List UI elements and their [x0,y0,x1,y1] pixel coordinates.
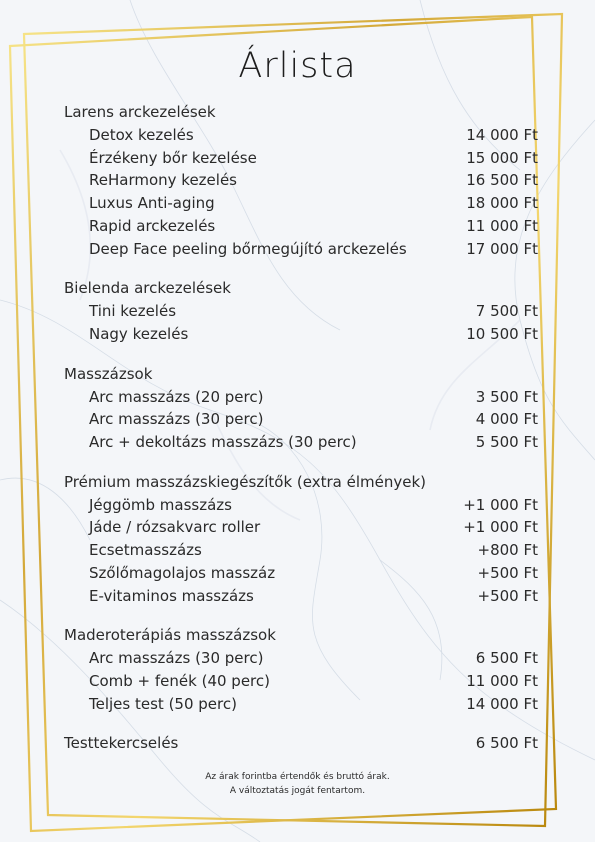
item-name: Arc masszázs (30 perc) [89,410,264,429]
section-title: Prémium masszázskiegészítők (extra élmények) [64,472,426,491]
list-item [64,585,538,608]
section-title: Larens arckezelések [64,103,216,121]
list-item [64,147,538,170]
item-price: 3 500 Ft [475,387,538,406]
item-name: Comb + fenék (40 perc) [89,671,270,690]
item-price: 14 000 Ft [466,694,538,713]
item-name: Deep Face peeling bőrmegújító arckezelés [89,239,407,258]
section-title: Maderoterápiás masszázsok [64,626,276,645]
footer-line: A változtatás jogát fentartom. [229,786,366,796]
list-item [64,494,538,517]
list-item [64,169,538,192]
price-list [64,101,538,755]
list-item [64,693,538,716]
list-item [64,124,538,147]
single-item [64,732,538,755]
list-item [64,238,538,261]
item-price: 5 500 Ft [475,433,538,452]
item-price: 11 000 Ft [466,671,538,690]
list-item [64,670,538,693]
item-name: Jáde / rózsakvarc roller [89,518,261,537]
item-price: 17 000 Ft [466,239,538,258]
item-name: Detox kezelés [89,126,194,144]
item-price: +500 Ft [477,563,538,582]
item-price: 15 000 Ft [466,148,538,167]
item-name: ReHarmony kezelés [89,171,237,190]
item-price: 7 500 Ft [475,302,538,321]
list-item [64,215,538,238]
section [64,471,538,608]
single-item-price: 6 500 Ft [475,734,538,753]
list-item [64,562,538,585]
item-name: Nagy kezelés [89,324,189,343]
item-price: +500 Ft [477,586,538,605]
item-price: +1 000 Ft [463,518,538,537]
single-item-name: Testtekercselés [64,734,179,753]
list-item [64,431,538,454]
item-price: 11 000 Ft [466,216,538,235]
section [64,624,538,715]
item-price: 4 000 Ft [475,410,538,429]
list-item [64,300,538,323]
item-name: Arc masszázs (30 perc) [89,649,264,668]
item-name: Ecsetmasszázs [89,541,202,560]
section-title: Masszázsok [64,364,153,383]
section [64,277,538,345]
item-price: 16 500 Ft [466,171,538,190]
item-name: Jéggömb masszázs [89,495,232,514]
list-item [64,386,538,409]
item-name: Tini kezelés [89,302,177,321]
list-item [64,192,538,215]
footer-note [0,770,595,798]
footer-line: Az árak forintba értendők és bruttó árak. [205,772,390,782]
item-name: Szőlőmagolajos masszáz [89,563,276,582]
list-item [64,539,538,562]
list-item [64,516,538,539]
list-item [64,323,538,346]
item-price: 10 500 Ft [466,324,538,343]
list-item [64,647,538,670]
item-name: Rapid arckezelés [89,216,216,235]
item-name: Luxus Anti-aging [89,194,215,213]
section-title: Bielenda arckezelések [64,279,231,298]
item-price: 6 500 Ft [475,649,538,668]
page-title: Árlista [238,46,357,86]
item-price: +1 000 Ft [463,495,538,514]
item-name: Arc + dekoltázs masszázs (30 perc) [89,433,357,452]
item-name: Érzékeny bőr kezelése [89,148,257,167]
section [64,363,538,454]
section [64,101,538,260]
item-name: E-vitaminos masszázs [89,586,254,605]
item-price: 18 000 Ft [466,194,538,213]
item-name: Teljes test (50 perc) [89,694,237,713]
item-price: +800 Ft [477,541,538,560]
item-price: 14 000 Ft [466,126,538,144]
item-name: Arc masszázs (20 perc) [89,387,264,406]
list-item [64,408,538,431]
